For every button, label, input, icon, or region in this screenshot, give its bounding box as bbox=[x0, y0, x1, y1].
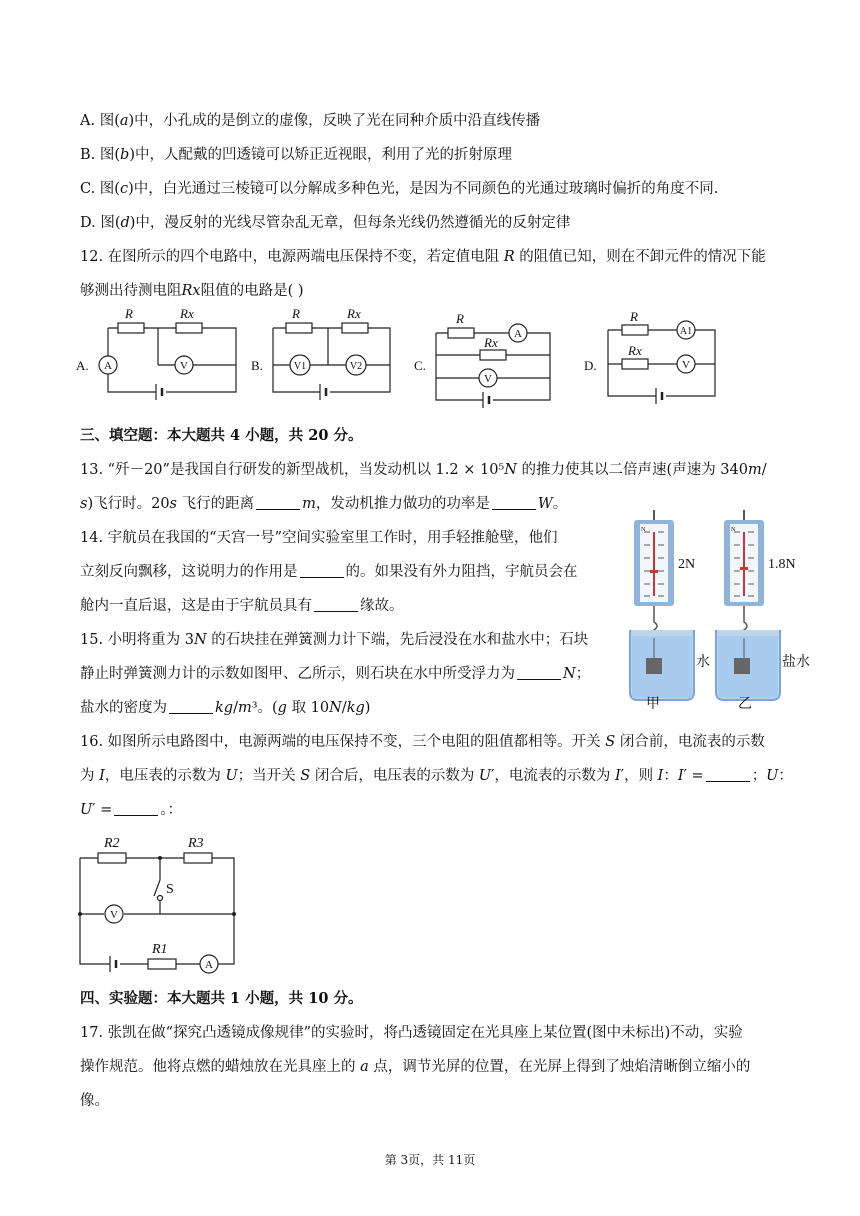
q13-line1: 13. “歼－20”是我国自行研发的新型战机，当发动机以 1.2 × 10⁵𝑁 的推力使其以二倍声速(声速为 340𝑚/ bbox=[80, 462, 767, 478]
right-reading-label: 1.8N bbox=[768, 557, 796, 572]
right-unit-label: N bbox=[731, 527, 736, 533]
section-3-heading: 三、填空题：本大题共 4 小题，共 20 分。 bbox=[80, 427, 363, 444]
circuit-d bbox=[608, 321, 715, 404]
blank-current-ratio[interactable] bbox=[706, 767, 750, 782]
left-reading-label: 2N bbox=[678, 557, 696, 572]
q17-line2: 操作规范。他将点燃的蜡烛放在光具座上的 𝑎 点，调节光屏的位置，在光屏上得到了烛焰清晰倒立缩小的 bbox=[80, 1059, 751, 1075]
ammeter-a-label: A bbox=[104, 360, 112, 372]
q14-line3: 舱内一直后退，这是由于宇航员具有 缘故。 bbox=[80, 598, 404, 614]
label-r: R bbox=[456, 311, 464, 326]
q15-spring-scale-figure bbox=[620, 510, 820, 710]
circuit-a bbox=[99, 323, 236, 400]
q16-line2: 为 𝐼，电压表的示数为 𝑈；当开关 𝑆 闭合后，电压表的示数为 𝑈′，电流表的示数为 𝐼′，则 𝐼：𝐼′ = ；𝑈： bbox=[80, 768, 793, 784]
blank-inertia[interactable] bbox=[314, 597, 358, 612]
water-label: 水 bbox=[696, 655, 710, 670]
q11-option-d: D. 图(𝑑)中，漫反射的光线尽管杂乱无章，但每条光线仍然遵循光的反射定律 bbox=[80, 215, 571, 231]
q17-line1: 17. 张凯在做“探究凸透镜成像规律”的实验时，将凸透镜固定在光具座上某位置(图中未标出)不动，实验 bbox=[80, 1025, 743, 1041]
q16-line1: 16. 如图所示电路图中，电源两端的电压保持不变，三个电阻的阻值都相等。开关 𝑆 闭合前，电流表的示数 bbox=[80, 734, 765, 750]
left-spring-scale bbox=[630, 510, 694, 700]
option-c-label: C. bbox=[414, 358, 426, 373]
voltmeter-d-label: V bbox=[682, 359, 690, 371]
label-rx: Rx bbox=[484, 335, 498, 350]
voltmeter-v2-label: V2 bbox=[349, 361, 363, 372]
q17-line3: 像。 bbox=[80, 1093, 109, 1109]
salt-water-label: 盐水 bbox=[782, 655, 810, 670]
label-r: R bbox=[125, 306, 133, 321]
label-r1: R1 bbox=[152, 942, 168, 957]
right-spring-scale bbox=[716, 510, 780, 700]
option-d-label: D. bbox=[584, 358, 597, 373]
blank-voltage-ratio[interactable] bbox=[114, 801, 158, 816]
label-r3: R3 bbox=[188, 836, 204, 851]
circuit-b bbox=[273, 323, 390, 400]
left-unit-label: N bbox=[641, 527, 646, 533]
voltmeter-a-label: V bbox=[180, 360, 188, 372]
q12-circuit-figures bbox=[70, 300, 730, 420]
q16-line3: 𝑈′ = 。： bbox=[80, 802, 183, 818]
ammeter-label: A bbox=[205, 959, 213, 971]
section-4-heading: 四、实验题：本大题共 1 小题，共 10 分。 bbox=[80, 990, 363, 1007]
label-rx: Rx bbox=[347, 306, 361, 321]
label-rx: Rx bbox=[180, 306, 194, 321]
ammeter-c-label: A bbox=[514, 328, 522, 340]
q11-option-a: A. 图(𝑎)中，小孔成的是倒立的虚像，反映了光在同种介质中沿直线传播 bbox=[80, 113, 541, 129]
blank-density[interactable] bbox=[169, 699, 213, 714]
ammeter-a1-label: A1 bbox=[679, 326, 693, 337]
q11-option-c: C. 图(𝑐)中，白光通过三棱镜可以分解成多种色光，是因为不同颜色的光通过玻璃时偏折的角度不同. bbox=[80, 181, 719, 197]
voltmeter-c-label: V bbox=[484, 373, 492, 385]
q12-stem-line1: 12. 在图所示的四个电路中，电源两端电压保持不变，若定值电阻 𝑅 的阻值已知，则在不卸元件的情况下能 bbox=[80, 249, 766, 265]
option-a-label: A. bbox=[76, 358, 89, 373]
q12-stem-line2: 够测出待测电阻𝑅𝑥阻值的电路是( ) bbox=[80, 283, 304, 299]
q14-line1: 14. 宇航员在我国的“天宫一号”空间实验室里工作时，用手轻推舱壁，他们 bbox=[80, 530, 558, 546]
blank-power[interactable] bbox=[492, 495, 536, 510]
q15-line2: 静止时弹簧测力计的示数如图甲、乙所示，则石块在水中所受浮力为 𝑁； bbox=[80, 666, 591, 682]
q15-line3: 盐水的密度为 𝑘𝑔/𝑚³。(𝑔 取 10𝑁/𝑘𝑔) bbox=[80, 700, 371, 716]
q11-option-b: B. 图(𝑏)中，人配戴的凹透镜可以矫正近视眼，利用了光的折射原理 bbox=[80, 147, 512, 163]
q16-circuit-figure bbox=[70, 830, 250, 975]
label-switch-s: S bbox=[166, 882, 174, 897]
q14-line2: 立刻反向飘移，这说明力的作用是 的。如果没有外力阻挡，宇航员会在 bbox=[80, 564, 578, 580]
label-r: R bbox=[630, 309, 638, 324]
blank-buoyancy[interactable] bbox=[517, 665, 561, 680]
label-rx: Rx bbox=[628, 343, 642, 358]
blank-distance[interactable] bbox=[256, 495, 300, 510]
blank-force-nature[interactable] bbox=[300, 563, 344, 578]
voltmeter-v1-label: V1 bbox=[293, 361, 307, 372]
label-r: R bbox=[292, 306, 300, 321]
q15-line1: 15. 小明将重为 3𝑁 的石块挂在弹簧测力计下端，先后浸没在水和盐水中；石块 bbox=[80, 632, 589, 648]
option-b-label: B. bbox=[251, 358, 263, 373]
page-footer: 第 3页，共 11页 bbox=[384, 1153, 476, 1167]
label-r2: R2 bbox=[104, 836, 120, 851]
q13-line2: 𝑠)飞行时。20𝑠 飞行的距离 𝑚，发动机推力做功的功率是 𝑊。 bbox=[80, 496, 568, 512]
yi-label: 乙 bbox=[738, 697, 752, 710]
jia-label: 甲 bbox=[646, 697, 660, 710]
voltmeter-label: V bbox=[110, 909, 118, 921]
